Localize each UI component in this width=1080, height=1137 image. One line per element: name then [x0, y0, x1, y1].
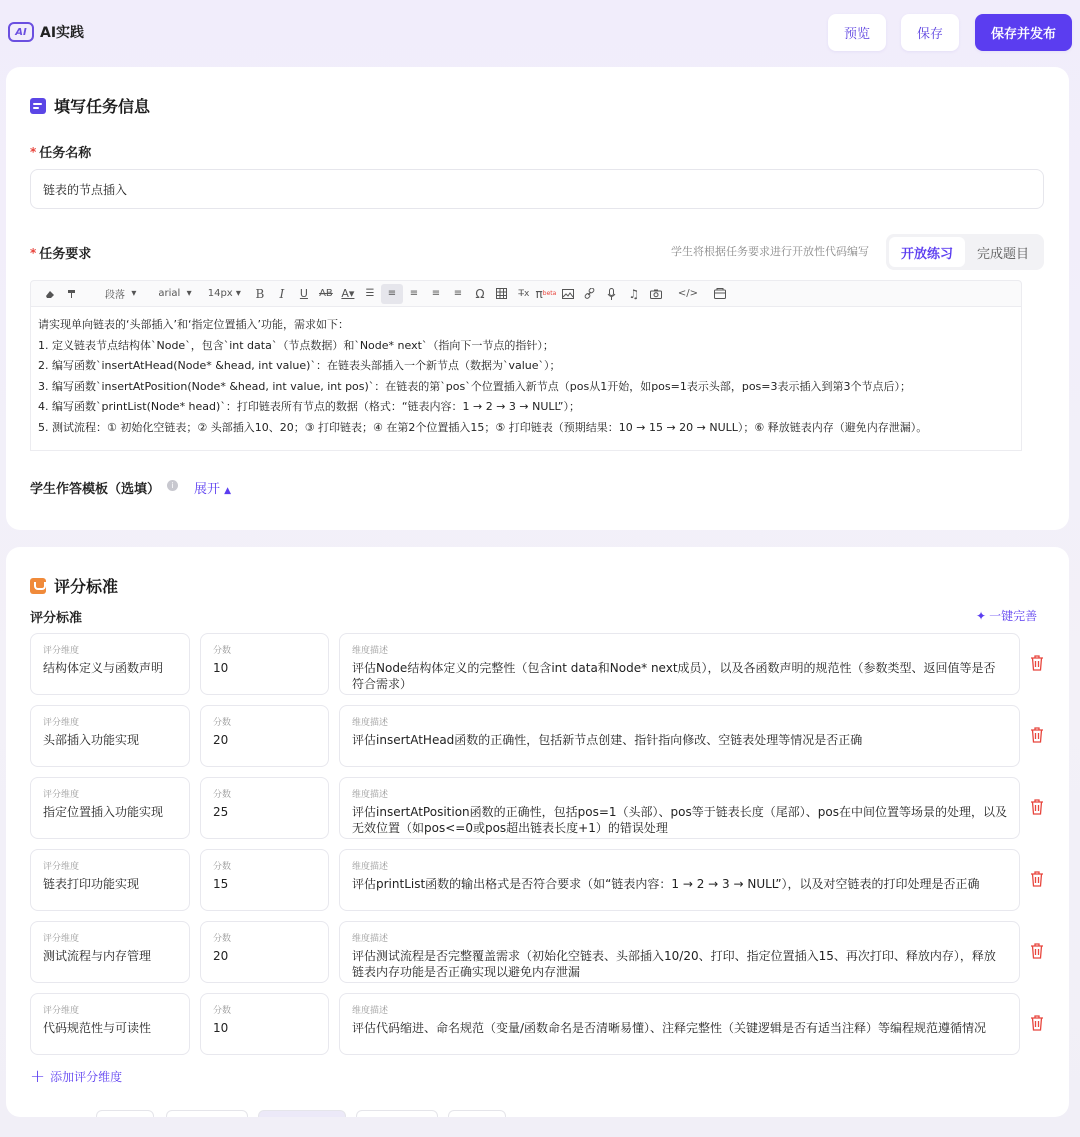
requirement-line: 4. 编写函数`printList(Node* head)`：打印链表所有节点的数据（格式：“链表内容：1 → 2 → 3 → NULL”）； — [38, 400, 580, 413]
bottom-tab[interactable] — [258, 1110, 346, 1117]
plus-icon: + — [30, 1065, 46, 1087]
special-char-icon[interactable]: Ω — [475, 286, 485, 301]
image-icon[interactable] — [557, 284, 579, 304]
link-icon[interactable] — [579, 284, 601, 304]
preview-button[interactable]: 预览 — [828, 14, 886, 51]
font-select[interactable]: arial ▾ — [158, 288, 192, 299]
requirement-line: 1. 定义链表节点结构体`Node`，包含`int data`（节点数据）和`Node* next`（指向下一节点的指针）； — [38, 338, 554, 352]
answer-template-label: 学生作答模板（选填） — [30, 482, 161, 497]
rubric-row — [30, 705, 1050, 767]
toggle-complete-question[interactable]: 完成题目 — [976, 246, 1029, 262]
format-painter-icon[interactable] — [61, 284, 83, 304]
description-field[interactable]: 维度描述 评估代码缩进、命名规范（变量/函数命名是否清晰易懂）、注释完整性（关键逻辑是否有适当注释）等编程规范遵循情况 — [339, 993, 1020, 1055]
delete-icon[interactable] — [1030, 727, 1044, 743]
italic-icon[interactable]: I — [279, 286, 285, 301]
align-left-icon[interactable]: ≡ — [381, 284, 403, 304]
task-info-card — [6, 67, 1069, 530]
rubric-badge-icon — [30, 578, 46, 594]
requirement-hint: 学生将根据任务要求进行开放性代码编写 — [671, 245, 869, 258]
microphone-icon[interactable] — [601, 284, 623, 304]
score-field[interactable]: 分数 10 — [200, 993, 329, 1055]
save-and-publish-button[interactable]: 保存并发布 — [975, 14, 1072, 51]
delete-icon[interactable] — [1030, 943, 1044, 959]
dimension-field[interactable]: 评分维度 头部插入功能实现 — [30, 705, 190, 767]
rubric-row — [30, 921, 1050, 983]
template-icon[interactable] — [709, 284, 731, 304]
camera-icon[interactable] — [645, 284, 667, 304]
requirement-line: 5. 测试流程：① 初始化空链表；② 头部插入10、20；③ 打印链表；④ 在第2个位置插入15；⑤ 打印链表（预期结果：10 → 15 → 20 → NULL）；⑥ 释放链表内存（避免内存泄漏）。 — [38, 420, 928, 434]
eraser-icon[interactable] — [39, 284, 61, 304]
align-right-icon[interactable]: ≡ — [431, 288, 441, 299]
score-field[interactable]: 分数 25 — [200, 777, 329, 839]
rubric-row — [30, 849, 1050, 911]
score-field[interactable]: 分数 20 — [200, 705, 329, 767]
requirement-line: 3. 编写函数`insertAtPosition(Node* &head, int value, int pos)`：在链表的第`pos`个位置插入新节点（pos从1开始，如pos=1表示头部，pos=3表示插入到第3个节点后）； — [38, 379, 912, 393]
score-field[interactable]: 分数 15 — [200, 849, 329, 911]
clear-format-icon[interactable]: T̶x — [518, 288, 530, 299]
delete-icon[interactable] — [1030, 871, 1044, 887]
align-center-icon[interactable]: ≡ — [409, 288, 419, 299]
description-field[interactable]: 维度描述 评估printList函数的输出格式是否符合要求（如“链表内容：1 → 2 → 3 → NULL”），以及对空链表的打印处理是否正确 — [339, 849, 1020, 911]
editor-toolbar — [30, 280, 1022, 307]
font-size-select[interactable]: 14px ▾ — [207, 288, 241, 299]
description-field[interactable]: 维度描述 评估Node结构体定义的完整性（包含int data和Node* next成员），以及各函数声明的规范性（参数类型、返回值等是否符合需求） — [339, 633, 1020, 695]
rubric-card — [6, 547, 1069, 1117]
indent-icon[interactable]: ☰ — [365, 288, 375, 299]
code-icon[interactable]: </> — [677, 288, 698, 299]
app-logo — [8, 22, 84, 42]
formula-icon[interactable]: π beta — [535, 286, 557, 301]
bottom-tab[interactable] — [166, 1110, 248, 1117]
score-field[interactable]: 分数 10 — [200, 633, 329, 695]
description-field[interactable]: 维度描述 评估insertAtHead函数的正确性，包括新节点创建、指针指向修改、空链表处理等情况是否正确 — [339, 705, 1020, 767]
align-justify-icon[interactable]: ≡ — [453, 288, 463, 299]
dimension-field[interactable]: 评分维度 链表打印功能实现 — [30, 849, 190, 911]
score-field[interactable]: 分数 20 — [200, 921, 329, 983]
bottom-tab[interactable] — [96, 1110, 154, 1117]
dimension-field[interactable]: 评分维度 代码规范性与可读性 — [30, 993, 190, 1055]
music-icon[interactable]: ♫ — [628, 286, 640, 301]
required-asterisk: * — [30, 144, 37, 159]
sparkle-icon: ✦ — [976, 608, 987, 623]
mode-toggle — [886, 234, 1044, 270]
paragraph-select[interactable]: 段落 ▾ — [105, 288, 137, 301]
description-field[interactable]: 维度描述 评估insertAtPosition函数的正确性，包括pos=1（头部）、pos等于链表长度（尾部）、pos在中间位置等场景的处理，以及无效位置（如pos<=0或pos超出链表长度+1）的错误处理 — [339, 777, 1020, 839]
delete-icon[interactable] — [1030, 799, 1044, 815]
auto-complete-button[interactable]: ✦ 一键完善 — [976, 608, 1038, 623]
dimension-field[interactable]: 评分维度 指定位置插入功能实现 — [30, 777, 190, 839]
requirement-editor[interactable] — [30, 307, 1022, 451]
expand-template-toggle[interactable]: 展开 ▲ — [194, 482, 232, 497]
strikethrough-icon[interactable]: AB — [319, 288, 333, 299]
rubric-row — [30, 633, 1050, 695]
delete-icon[interactable] — [1030, 655, 1044, 671]
app-title: AI实践 — [40, 25, 85, 41]
rubric-title: 评分标准 — [30, 574, 118, 597]
ai-logo-icon: AI — [8, 22, 34, 42]
requirement-line: 请实现单向链表的‘头部插入’和‘指定位置插入’功能，需求如下： — [38, 318, 349, 331]
document-icon — [30, 98, 46, 114]
font-color-icon[interactable]: A▾ — [341, 287, 355, 300]
required-asterisk: * — [30, 245, 37, 260]
task-info-title: 填写任务信息 — [30, 94, 150, 117]
dimension-field[interactable]: 评分维度 测试流程与内存管理 — [30, 921, 190, 983]
rubric-subtitle: 评分标准 — [30, 611, 83, 626]
bottom-tab-bar — [0, 1110, 1080, 1117]
task-name-input[interactable] — [30, 169, 1044, 209]
description-field[interactable]: 维度描述 评估测试流程是否完整覆盖需求（初始化空链表、头部插入10/20、打印、指定位置插入15、再次打印、释放内存），释放链表内存功能是否正确实现以避免内存泄漏 — [339, 921, 1020, 983]
bottom-tab[interactable] — [448, 1110, 506, 1117]
toggle-open-practice[interactable]: 开放练习 — [889, 237, 965, 267]
dimension-field[interactable]: 评分维度 结构体定义与函数声明 — [30, 633, 190, 695]
bottom-tab[interactable] — [356, 1110, 438, 1117]
task-requirement-label: * 任务要求 — [30, 245, 92, 262]
task-name-label: * 任务名称 — [30, 144, 92, 161]
underline-icon[interactable]: U — [299, 287, 308, 300]
delete-icon[interactable] — [1030, 1015, 1044, 1031]
caret-up-icon: ▲ — [224, 486, 232, 496]
info-icon[interactable]: i — [167, 480, 178, 491]
rubric-row — [30, 993, 1050, 1055]
bold-icon[interactable]: B — [255, 286, 265, 301]
save-button[interactable]: 保存 — [901, 14, 959, 51]
rubric-row — [30, 777, 1050, 839]
table-icon[interactable] — [491, 284, 513, 304]
top-bar — [0, 0, 1080, 66]
add-dimension-button[interactable]: + 添加评分维度 — [30, 1065, 123, 1087]
requirement-line: 2. 编写函数`insertAtHead(Node* &head, int value)`：在链表头部插入一个新节点（数据为`value`）； — [38, 359, 561, 372]
